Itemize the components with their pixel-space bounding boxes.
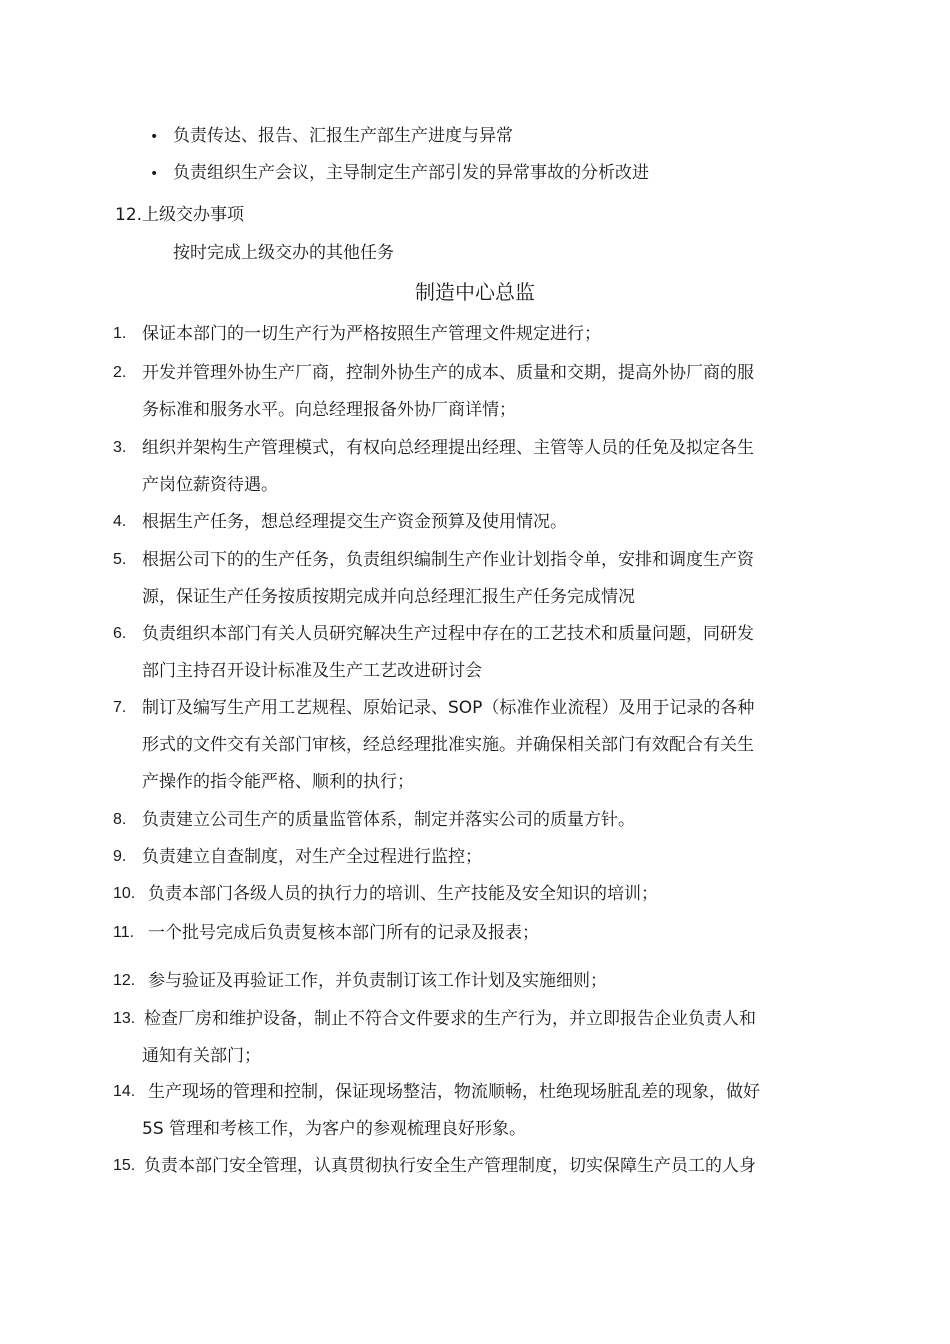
section-heading: 12.上级交办事项 bbox=[115, 205, 245, 225]
list-item-text: 生产现场的管理和控制，保证现场整洁，物流顺畅，杜绝现场脏乱差的现象，做好 bbox=[148, 1082, 760, 1102]
list-item-text: 务标准和服务水平。向总经理报备外协厂商详情； bbox=[142, 400, 516, 420]
list-item-text: 通知有关部门； bbox=[142, 1046, 261, 1066]
list-item-text: 产岗位薪资待遇。 bbox=[142, 475, 278, 495]
list-item-text: 负责本部门安全管理，认真贯彻执行安全生产管理制度，切实保障生产员工的人身 bbox=[144, 1156, 756, 1176]
list-item-number: 13. bbox=[113, 1010, 136, 1027]
list-item-text: 参与验证及再验证工作，并负责制订该工作计划及实施细则； bbox=[148, 971, 607, 991]
list-item-text: 组织并架构生产管理模式，有权向总经理提出经理、主管等人员的任免及拟定各生 bbox=[142, 438, 754, 458]
list-item-number: 15. bbox=[113, 1157, 136, 1174]
list-item-text: 部门主持召开设计标准及生产工艺改进研讨会 bbox=[142, 661, 482, 681]
list-item-text: 形式的文件交有关部门审核，经总经理批准实施。并确保相关部门有效配合有关生 bbox=[142, 735, 754, 755]
list-item-text: 负责本部门各级人员的执行力的培训、生产技能及安全知识的培训； bbox=[148, 884, 658, 904]
list-item-number: 1. bbox=[113, 325, 127, 342]
list-item-text: 负责建立公司生产的质量监管体系，制定并落实公司的质量方针。 bbox=[142, 810, 635, 830]
section-title: 制造中心总监 bbox=[415, 280, 535, 304]
bullet-marker: • bbox=[150, 129, 159, 145]
list-item-number: 7. bbox=[113, 699, 127, 716]
list-item-number: 10. bbox=[113, 885, 136, 902]
list-item-text: 源，保证生产任务按质按期完成并向总经理汇报生产任务完成情况 bbox=[142, 587, 635, 607]
list-item-text: 检查厂房和维护设备，制止不符合文件要求的生产行为，并立即报告企业负责人和 bbox=[144, 1009, 756, 1029]
list-item-number: 8. bbox=[113, 811, 127, 828]
list-item-number: 5. bbox=[113, 551, 127, 568]
list-item-number: 2. bbox=[113, 364, 127, 381]
list-item-text: 根据生产任务，想总经理提交生产资金预算及使用情况。 bbox=[142, 512, 567, 532]
bullet-item: 负责组织生产会议，主导制定生产部引发的异常事故的分析改进 bbox=[173, 163, 649, 183]
list-item-number: 6. bbox=[113, 625, 127, 642]
list-item-text: 根据公司下的的生产任务，负责组织编制生产作业计划指令单，安排和调度生产资 bbox=[142, 550, 754, 570]
bullet-marker: • bbox=[150, 166, 159, 182]
list-item-number: 11. bbox=[113, 924, 135, 941]
list-item-number: 4. bbox=[113, 513, 127, 530]
list-item-number: 3. bbox=[113, 439, 127, 456]
list-item-text: 负责建立自查制度，对生产全过程进行监控； bbox=[142, 847, 482, 867]
list-item-number: 14. bbox=[113, 1083, 136, 1100]
list-item-number: 9. bbox=[113, 848, 127, 865]
bullet-item: 负责传达、报告、汇报生产部生产进度与异常 bbox=[173, 126, 513, 146]
list-item-number: 12. bbox=[113, 972, 136, 989]
list-item-text: 制订及编写生产用工艺规程、原始记录、SOP（标准作业流程）及用于记录的各种 bbox=[142, 698, 755, 718]
list-item-text: 开发并管理外协生产厂商，控制外协生产的成本、质量和交期，提高外协厂商的服 bbox=[142, 363, 754, 383]
section-body: 按时完成上级交办的其他任务 bbox=[173, 243, 394, 263]
list-item-text: 保证本部门的一切生产行为严格按照生产管理文件规定进行； bbox=[142, 324, 601, 344]
list-item-text: 5S 管理和考核工作，为客户的参观梳理良好形象。 bbox=[142, 1119, 527, 1139]
list-item-text: 产操作的指令能严格、顺利的执行； bbox=[142, 772, 414, 792]
list-item-text: 负责组织本部门有关人员研究解决生产过程中存在的工艺技术和质量问题，同研发 bbox=[142, 624, 754, 644]
list-item-text: 一个批号完成后负责复核本部门所有的记录及报表； bbox=[148, 923, 539, 943]
